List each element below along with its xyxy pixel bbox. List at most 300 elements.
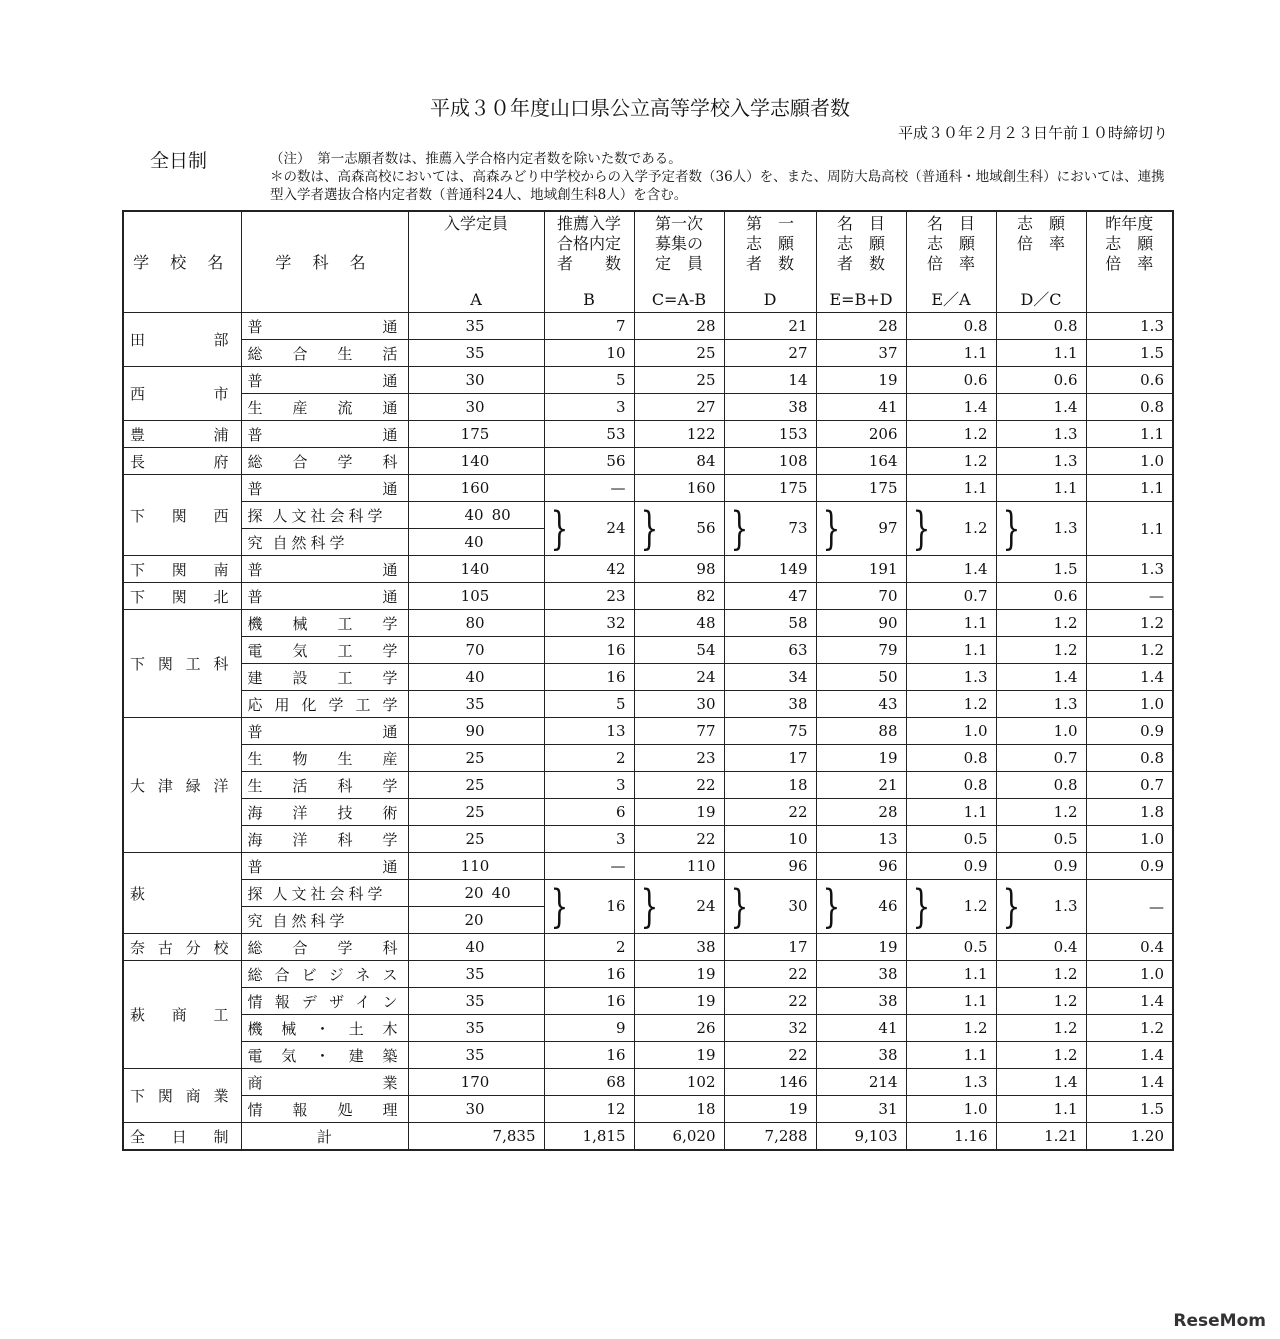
value-cell: 0.7 xyxy=(906,583,996,610)
value-cell: 22 xyxy=(634,826,724,853)
capacity-total: 40 xyxy=(491,884,511,902)
value-cell: 1.3 xyxy=(906,1069,996,1096)
table-row xyxy=(123,313,1173,340)
value-cell: 1.1 xyxy=(906,637,996,664)
value-cell: 35 xyxy=(408,1015,544,1042)
brace-icon: } xyxy=(822,879,841,933)
value-cell xyxy=(996,502,1086,556)
table-row xyxy=(123,1069,1173,1096)
value-cell xyxy=(634,502,724,556)
department-name: 海洋技術 xyxy=(241,799,408,826)
value-cell: 18 xyxy=(634,1096,724,1123)
value-cell: 21 xyxy=(724,313,816,340)
value-cell: 0.6 xyxy=(1086,367,1173,394)
column-header xyxy=(634,211,724,313)
value-cell xyxy=(544,502,634,556)
value-cell: 10 xyxy=(724,826,816,853)
school-name: 下関北 xyxy=(123,583,241,610)
value-cell: 1.5 xyxy=(1086,340,1173,367)
value-cell: 1.1 xyxy=(996,1096,1086,1123)
value-cell: — xyxy=(544,475,634,502)
value-cell: 16 xyxy=(544,961,634,988)
value-cell: 43 xyxy=(816,691,906,718)
value-cell: 1.1 xyxy=(906,799,996,826)
column-header-label: 学 科 名 xyxy=(275,253,374,272)
value-cell: 19 xyxy=(816,934,906,961)
table-row xyxy=(123,988,1173,1015)
value-cell: 1.0 xyxy=(1086,826,1173,853)
value-cell: 1.1 xyxy=(996,475,1086,502)
value-cell: 38 xyxy=(816,988,906,1015)
value-cell: 0.4 xyxy=(1086,934,1173,961)
value-cell: 1.2 xyxy=(906,421,996,448)
value-cell: 1.3 xyxy=(996,421,1086,448)
value-cell: 38 xyxy=(724,394,816,421)
column-header-letter: D／C xyxy=(1020,290,1062,309)
value-cell: 19 xyxy=(634,799,724,826)
value-cell: 23 xyxy=(634,745,724,772)
value-cell: 0.9 xyxy=(906,853,996,880)
value-cell: 1.4 xyxy=(906,556,996,583)
value-cell: 1.4 xyxy=(996,664,1086,691)
value-cell: 82 xyxy=(634,583,724,610)
value-cell: 160 xyxy=(408,475,544,502)
value-cell: 40 xyxy=(408,664,544,691)
value-cell: 54 xyxy=(634,637,724,664)
department-name: 普通 xyxy=(241,367,408,394)
tankyu-dept: 人文社会科学 xyxy=(272,884,387,903)
value-cell: 170 xyxy=(408,1069,544,1096)
table-row xyxy=(123,799,1173,826)
school-name: 長府 xyxy=(123,448,241,475)
value-cell: 1.4 xyxy=(996,394,1086,421)
tankyu-dept: 人文社会科学 xyxy=(272,506,387,525)
value-cell: 38 xyxy=(816,1042,906,1069)
column-header-letter: A xyxy=(470,290,482,309)
brace-icon: } xyxy=(912,879,931,933)
value-cell: 19 xyxy=(634,961,724,988)
value-cell: 26 xyxy=(634,1015,724,1042)
value: 1.3 xyxy=(1053,518,1078,537)
table-row xyxy=(123,961,1173,988)
table-row xyxy=(123,610,1173,637)
department-name: 普通 xyxy=(241,421,408,448)
column-header xyxy=(816,211,906,313)
capacity-cell xyxy=(408,880,544,907)
value-cell: 13 xyxy=(816,826,906,853)
value-cell: 102 xyxy=(634,1069,724,1096)
total-value: 7,835 xyxy=(408,1123,544,1151)
value-cell: 0.8 xyxy=(996,772,1086,799)
value-cell: 48 xyxy=(634,610,724,637)
value-cell: 38 xyxy=(724,691,816,718)
brace-icon: } xyxy=(912,501,931,555)
value-cell: 160 xyxy=(634,475,724,502)
tankyu-label: 究 xyxy=(247,911,267,930)
brace-icon: } xyxy=(730,879,749,933)
brace-icon: } xyxy=(730,501,749,555)
tankyu-label: 究 xyxy=(247,533,267,552)
total-row xyxy=(123,1123,1173,1151)
value-cell: 1.2 xyxy=(996,610,1086,637)
value-cell: 35 xyxy=(408,961,544,988)
value-cell: 40 xyxy=(408,934,544,961)
tankyu-dept: 自然科学 xyxy=(272,533,349,552)
value-cell: 21 xyxy=(816,772,906,799)
value-cell: 23 xyxy=(544,583,634,610)
value-cell: 27 xyxy=(724,340,816,367)
value-cell: 88 xyxy=(816,718,906,745)
value-cell: 1.2 xyxy=(996,1015,1086,1042)
value-cell: 1.3 xyxy=(906,664,996,691)
value-cell: 30 xyxy=(634,691,724,718)
capacity-cell xyxy=(408,529,544,556)
column-header xyxy=(544,211,634,313)
value-cell: 5 xyxy=(544,367,634,394)
value-cell: 1.1 xyxy=(906,340,996,367)
value-cell: 1.5 xyxy=(1086,1096,1173,1123)
department-name: 総合学科 xyxy=(241,448,408,475)
value: 30 xyxy=(788,896,808,915)
column-header xyxy=(1086,211,1173,313)
school-name: 下関西 xyxy=(123,475,241,556)
department-name: 情報処理 xyxy=(241,1096,408,1123)
department-name: 商業 xyxy=(241,1069,408,1096)
value-cell: 75 xyxy=(724,718,816,745)
total-value: 1,815 xyxy=(544,1123,634,1151)
table-row xyxy=(123,826,1173,853)
total-value: 6,020 xyxy=(634,1123,724,1151)
value-cell: 35 xyxy=(408,691,544,718)
value-cell: 1.3 xyxy=(1086,313,1173,340)
department-name: 普通 xyxy=(241,475,408,502)
value-cell: 37 xyxy=(816,340,906,367)
value-cell: 0.9 xyxy=(996,853,1086,880)
value: 46 xyxy=(878,896,898,915)
value-cell: 63 xyxy=(724,637,816,664)
value-cell: 1.0 xyxy=(906,1096,996,1123)
value-cell: 25 xyxy=(408,772,544,799)
value-cell: 1.2 xyxy=(1086,610,1173,637)
section-label: 全日制 xyxy=(150,150,208,172)
value-cell: 28 xyxy=(634,313,724,340)
table-row xyxy=(123,691,1173,718)
total-value: 7,288 xyxy=(724,1123,816,1151)
value: — xyxy=(1149,897,1164,916)
value-cell: 22 xyxy=(634,772,724,799)
value: 73 xyxy=(788,518,808,537)
brace-icon: } xyxy=(550,501,569,555)
value-cell: 0.5 xyxy=(996,826,1086,853)
table-row xyxy=(123,1015,1173,1042)
value-cell: 10 xyxy=(544,340,634,367)
department-name: 総合生活 xyxy=(241,340,408,367)
value-cell: 1.2 xyxy=(906,448,996,475)
table-row xyxy=(123,637,1173,664)
value-cell: 0.9 xyxy=(1086,853,1173,880)
column-header-letter: E=B+D xyxy=(829,290,893,309)
value-cell: 12 xyxy=(544,1096,634,1123)
value-cell: 30 xyxy=(408,394,544,421)
value-cell: 96 xyxy=(724,853,816,880)
value-cell: 149 xyxy=(724,556,816,583)
value-cell: 30 xyxy=(408,1096,544,1123)
value-cell: 2 xyxy=(544,934,634,961)
school-name: 奈古分校 xyxy=(123,934,241,961)
value-cell: 140 xyxy=(408,448,544,475)
value-cell: 153 xyxy=(724,421,816,448)
value-cell: 110 xyxy=(408,853,544,880)
value-cell: 0.7 xyxy=(996,745,1086,772)
table-row xyxy=(123,772,1173,799)
value-cell: 1.4 xyxy=(996,1069,1086,1096)
value-cell: 22 xyxy=(724,961,816,988)
value-cell: 16 xyxy=(544,988,634,1015)
value-cell xyxy=(906,880,996,934)
value-cell: 38 xyxy=(634,934,724,961)
value-cell xyxy=(996,880,1086,934)
value-cell: 42 xyxy=(544,556,634,583)
table-row xyxy=(123,745,1173,772)
value-cell: 1.2 xyxy=(996,1042,1086,1069)
value-cell: 90 xyxy=(408,718,544,745)
column-header-label: 志 願 倍 率 xyxy=(1016,214,1065,253)
value-cell: 1.0 xyxy=(996,718,1086,745)
value-cell: 1.1 xyxy=(906,1042,996,1069)
value-cell xyxy=(1086,880,1173,934)
value-cell: 1.2 xyxy=(906,691,996,718)
value-cell: 1.0 xyxy=(906,718,996,745)
department-name: 普通 xyxy=(241,853,408,880)
value-cell: 16 xyxy=(544,637,634,664)
column-header xyxy=(906,211,996,313)
value-cell: 214 xyxy=(816,1069,906,1096)
total-value: 1.20 xyxy=(1086,1123,1173,1151)
table-row xyxy=(123,934,1173,961)
value-cell: 1.1 xyxy=(906,610,996,637)
capacity-total: 80 xyxy=(491,506,511,524)
value-cell: 1.0 xyxy=(1086,691,1173,718)
value: 1.1 xyxy=(1140,519,1164,538)
capacity-value: 20 xyxy=(464,911,484,929)
value-cell: 38 xyxy=(816,961,906,988)
department-name: 機械・土木 xyxy=(241,1015,408,1042)
value-cell: 105 xyxy=(408,583,544,610)
value: 1.2 xyxy=(963,518,988,537)
value-cell: 140 xyxy=(408,556,544,583)
department-name: 総合学科 xyxy=(241,934,408,961)
value-cell: 191 xyxy=(816,556,906,583)
value-cell: 13 xyxy=(544,718,634,745)
value-cell: 35 xyxy=(408,1042,544,1069)
value-cell: 9 xyxy=(544,1015,634,1042)
table-row xyxy=(123,502,1173,529)
column-header xyxy=(241,211,408,313)
school-name: 大津緑洋 xyxy=(123,718,241,853)
value-cell: 77 xyxy=(634,718,724,745)
brace-icon: } xyxy=(640,879,659,933)
value-cell: 32 xyxy=(544,610,634,637)
school-name: 萩商工 xyxy=(123,961,241,1069)
column-header-label: 推薦入学 合格内定 者 数 xyxy=(556,214,621,273)
value-cell: 58 xyxy=(724,610,816,637)
department-name xyxy=(241,907,408,934)
applicants-table xyxy=(122,210,1174,1151)
value-cell: 164 xyxy=(816,448,906,475)
value-cell: 47 xyxy=(724,583,816,610)
capacity-cell xyxy=(408,907,544,934)
value-cell: 0.8 xyxy=(996,313,1086,340)
column-header xyxy=(724,211,816,313)
value: 16 xyxy=(606,896,626,915)
column-header-letter: C=A-B xyxy=(651,290,707,309)
value-cell: 0.5 xyxy=(906,934,996,961)
value-cell: 175 xyxy=(816,475,906,502)
value-cell: 2 xyxy=(544,745,634,772)
value-cell: 1.2 xyxy=(996,799,1086,826)
department-name xyxy=(241,880,408,907)
value-cell: 1.2 xyxy=(996,961,1086,988)
value-cell: 98 xyxy=(634,556,724,583)
value-cell: 1.4 xyxy=(906,394,996,421)
value-cell: 84 xyxy=(634,448,724,475)
value-cell: 0.8 xyxy=(1086,394,1173,421)
header-row xyxy=(123,211,1173,313)
value-cell xyxy=(906,502,996,556)
value-cell: 16 xyxy=(544,1042,634,1069)
value-cell xyxy=(816,502,906,556)
value-cell: 0.5 xyxy=(906,826,996,853)
table-row xyxy=(123,556,1173,583)
column-header-letter: E／A xyxy=(931,290,971,309)
value-cell: 17 xyxy=(724,745,816,772)
department-name: 生活科学 xyxy=(241,772,408,799)
school-name: 田部 xyxy=(123,313,241,367)
value-cell: 175 xyxy=(408,421,544,448)
value-cell: 146 xyxy=(724,1069,816,1096)
value-cell: 0.8 xyxy=(906,745,996,772)
value-cell: 25 xyxy=(408,799,544,826)
value-cell: 18 xyxy=(724,772,816,799)
value-cell: 56 xyxy=(544,448,634,475)
department-name: 情報デザイン xyxy=(241,988,408,1015)
value-cell: 53 xyxy=(544,421,634,448)
value-cell: 1.1 xyxy=(1086,421,1173,448)
department-name: 普通 xyxy=(241,583,408,610)
value: 97 xyxy=(878,518,898,537)
table-row xyxy=(123,367,1173,394)
value-cell: 110 xyxy=(634,853,724,880)
value-cell: — xyxy=(544,853,634,880)
value-cell: 80 xyxy=(408,610,544,637)
note-2: ＊の数は、高森高校においては、高森みどり中学校からの入学予定者数（36人）を、また、周防大島高校（普通科・地域創生科）においては、連携型入学者選抜合格内定者数（普通科24人、地域創生科8人）を含む。 xyxy=(270,169,1165,203)
value-cell: 28 xyxy=(816,799,906,826)
value-cell: 1.2 xyxy=(996,988,1086,1015)
value-cell: 35 xyxy=(408,313,544,340)
value-cell: 70 xyxy=(816,583,906,610)
brace-icon: } xyxy=(640,501,659,555)
value-cell: 1.2 xyxy=(1086,637,1173,664)
column-header xyxy=(408,211,544,313)
value-cell xyxy=(544,880,634,934)
value-cell: 25 xyxy=(634,340,724,367)
value-cell: 30 xyxy=(408,367,544,394)
value-cell xyxy=(724,502,816,556)
value-cell: 3 xyxy=(544,826,634,853)
column-header-label: 名 目 志 願 者 数 xyxy=(836,214,885,273)
school-name: 下関南 xyxy=(123,556,241,583)
value-cell: 35 xyxy=(408,988,544,1015)
school-name: 西市 xyxy=(123,367,241,421)
column-header-label: 名 目 志 願 倍 率 xyxy=(926,214,975,273)
resemom-logo: ReseMom xyxy=(1173,1311,1266,1331)
value-cell: 96 xyxy=(816,853,906,880)
table-row xyxy=(123,853,1173,880)
page-title: 平成３０年度山口県公立高等学校入学志願者数 xyxy=(430,96,850,120)
value-cell: 1.1 xyxy=(996,340,1086,367)
value-cell: 16 xyxy=(544,664,634,691)
school-name: 下関工科 xyxy=(123,610,241,718)
column-header xyxy=(996,211,1086,313)
total-label: 計 xyxy=(241,1123,408,1151)
value-cell: 0.8 xyxy=(906,313,996,340)
value: 24 xyxy=(696,896,716,915)
value-cell xyxy=(1086,502,1173,556)
value-cell: 41 xyxy=(816,1015,906,1042)
value-cell: 3 xyxy=(544,394,634,421)
value-cell: 1.2 xyxy=(906,1015,996,1042)
total-name: 全日制 xyxy=(123,1123,241,1151)
column-header-letter: B xyxy=(583,290,595,309)
value-cell: 35 xyxy=(408,340,544,367)
value-cell: 22 xyxy=(724,1042,816,1069)
total-value: 1.16 xyxy=(906,1123,996,1151)
total-value: 1.21 xyxy=(996,1123,1086,1151)
value-cell: 0.7 xyxy=(1086,772,1173,799)
value: 1.2 xyxy=(963,896,988,915)
table-row xyxy=(123,1096,1173,1123)
value-cell: 1.1 xyxy=(1086,475,1173,502)
value-cell: 28 xyxy=(816,313,906,340)
department-name: 電気・建築 xyxy=(241,1042,408,1069)
table-row xyxy=(123,394,1173,421)
column-header-label: 学 校 名 xyxy=(133,253,232,272)
department-name: 応用化学工学 xyxy=(241,691,408,718)
column-header-label: 第一次 募集の 定 員 xyxy=(654,214,703,273)
value-cell: 1.3 xyxy=(1086,556,1173,583)
capacity-cell xyxy=(408,502,544,529)
value-cell: 50 xyxy=(816,664,906,691)
value-cell xyxy=(724,880,816,934)
value-cell: 19 xyxy=(634,1042,724,1069)
value: 56 xyxy=(696,518,716,537)
value-cell: 175 xyxy=(724,475,816,502)
value-cell: 122 xyxy=(634,421,724,448)
value-cell: 14 xyxy=(724,367,816,394)
note-1: （注） 第一志願者数は、推薦入学合格内定者数を除いた数である。 xyxy=(270,151,682,167)
value-cell: 1.8 xyxy=(1086,799,1173,826)
value-cell: 1.1 xyxy=(906,475,996,502)
table-row xyxy=(123,448,1173,475)
value-cell: 7 xyxy=(544,313,634,340)
notes xyxy=(270,150,1170,204)
value-cell xyxy=(816,880,906,934)
value-cell: 68 xyxy=(544,1069,634,1096)
value-cell: 25 xyxy=(408,745,544,772)
value-cell: 1.4 xyxy=(1086,1069,1173,1096)
value-cell: 1.2 xyxy=(996,637,1086,664)
value-cell: 19 xyxy=(634,988,724,1015)
